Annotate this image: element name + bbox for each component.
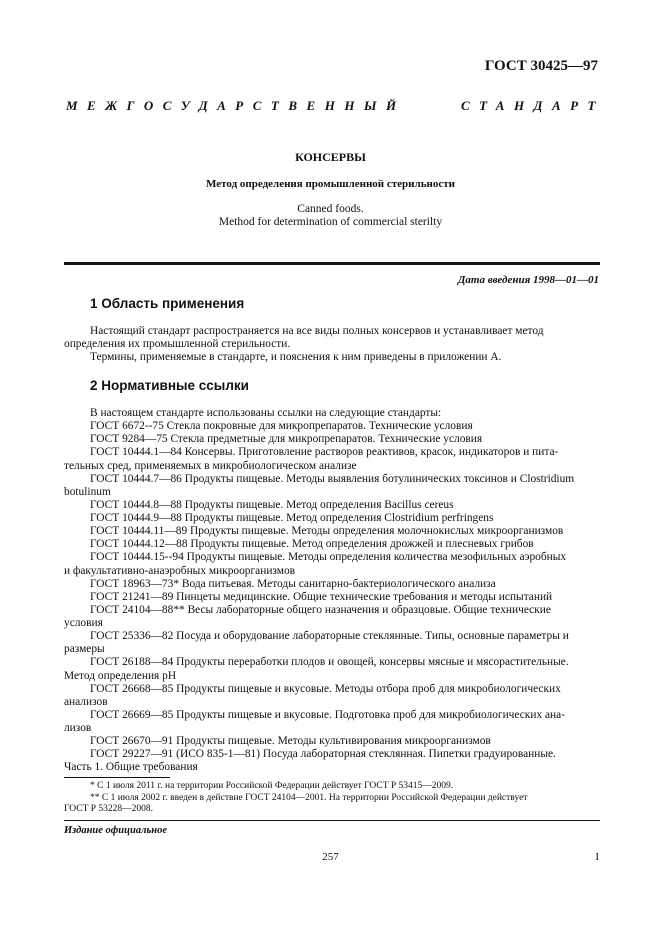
reference-line: ГОСТ 10444.8—88 Продукты пищевые. Метод определения Bacillus cereus — [90, 498, 454, 511]
introduction-date: Дата введения 1998—01—01 — [457, 274, 599, 286]
reference-line: ГОСТ 26668—85 Продукты пищевые и вкусовые. Методы отбора проб для микробиологических — [90, 682, 561, 695]
reference-line: ГОСТ 10444.9—88 Продукты пищевые. Метод определения Clostridium perfringens — [90, 512, 494, 524]
header-word-interstate: МЕЖГОСУДАРСТВЕННЫЙ — [66, 98, 406, 113]
reference-line: и факультативно-анаэробных микроорганизмов — [64, 564, 296, 577]
document-subtitle: Метод определения промышленной стерильности — [206, 178, 455, 190]
footnote-line: ** С 1 июля 2002 г. введен в действие ГОСТ 24104—2001. На территории Российской Федерации действует — [90, 792, 528, 803]
reference-line: ГОСТ 10444.7—86 Продукты пищевые. Методы выявления ботулинических токсинов и Clostridium — [90, 472, 575, 485]
section-2-heading: 2 Нормативные ссылки — [90, 378, 249, 393]
footnote-divider — [64, 777, 170, 778]
section-2-body — [64, 407, 599, 775]
reference-line: ГОСТ 10444.12—88 Продукты пищевые. Метод определения дрожжей и плесневых грибов — [90, 538, 534, 551]
reference-line: размеры — [64, 643, 105, 656]
reference-line: ГОСТ 26670—91 Продукты пищевые. Методы культивирования микроорганизмов — [90, 735, 491, 748]
section-1-line: определения их промышленной стерильности. — [64, 338, 291, 350]
reference-line: ГОСТ 6672--75 Стекла покровные для микропрепаратов. Технические условия — [90, 420, 473, 433]
section-1-line: Настоящий стандарт распространяется на все виды полных консервов и устанавливает метод — [90, 325, 544, 337]
reference-line: ГОСТ 18963—73* Вода питьевая. Методы санитарно-бактериологического анализа — [90, 577, 496, 590]
reference-line: анализов — [64, 695, 108, 708]
reference-line: ГОСТ 26188—84 Продукты переработки плодов и овощей, консервы мясные и мясорастительные. — [90, 656, 569, 669]
reference-line: botulinum — [64, 485, 111, 498]
reference-line: условия — [64, 617, 103, 629]
reference-line: Часть 1. Общие требования — [64, 761, 198, 774]
reference-line: ГОСТ 24104—88** Весы лабораторные общего назначения и образцовые. Общие технические — [90, 603, 551, 616]
section-1-line: Термины, применяемые в стандарте, и пояснения к ним приведены в приложении А. — [90, 351, 502, 363]
english-title-line1: Canned foods. — [297, 203, 364, 215]
page-roman-numeral: I — [595, 851, 599, 863]
reference-line: Метод определения pH — [64, 669, 177, 682]
reference-line: ГОСТ 10444.15--94 Продукты пищевые. Методы определения количества мезофильных аэробных — [90, 551, 567, 564]
section-1-heading: 1 Область применения — [90, 296, 245, 311]
document-code: ГОСТ 30425—97 — [484, 58, 598, 74]
reference-line: В настоящем стандарте использованы ссылки на следующие стандарты: — [90, 407, 442, 419]
section-1-body — [64, 325, 599, 364]
reference-line: ГОСТ 10444.1—84 Консервы. Приготовление растворов реактивов, красок, индикаторов и пита- — [90, 446, 559, 459]
edition-note: Издание официальное — [64, 825, 168, 836]
reference-line: ГОСТ 26669—85 Продукты пищевые и вкусовые. Подготовка проб для микробиологических ана- — [90, 708, 565, 721]
reference-line: ГОСТ 25336—82 Посуда и оборудование лабораторные стеклянные. Типы, основные параметры и — [90, 630, 569, 643]
header-word-standard: СТАНДАРТ — [460, 98, 605, 113]
document-title: КОНСЕРВЫ — [295, 150, 366, 164]
edition-divider — [64, 820, 600, 821]
reference-line: ГОСТ 10444.11—89 Продукты пищевые. Методы определения молочнокислых микроорганизмов — [90, 525, 564, 538]
title-divider — [64, 262, 600, 265]
footnote-line: * С 1 июля 2011 г. на территории Российской Федерации действует ГОСТ Р 53415—2009. — [90, 781, 454, 791]
footnotes — [64, 781, 600, 816]
footnote-line: ГОСТ Р 53228—2008. — [64, 804, 154, 814]
reference-line: ГОСТ 21241—89 Пинцеты медицинские. Общие технические требования и методы испытаний — [90, 590, 553, 603]
reference-line: ГОСТ 29227—91 (ИСО 835-1—81) Посуда лабораторная стеклянная. Пипетки градуированные. — [90, 748, 556, 761]
reference-line: лизов — [64, 722, 92, 734]
reference-line: тельных сред, применяемых в микробиологическом анализе — [64, 459, 357, 472]
page-number: 257 — [322, 851, 339, 863]
reference-line: ГОСТ 9284—75 Стекла предметные для микропрепаратов. Технические условия — [90, 433, 483, 446]
english-title-line2: Method for determination of commercial sterilty — [218, 216, 443, 228]
